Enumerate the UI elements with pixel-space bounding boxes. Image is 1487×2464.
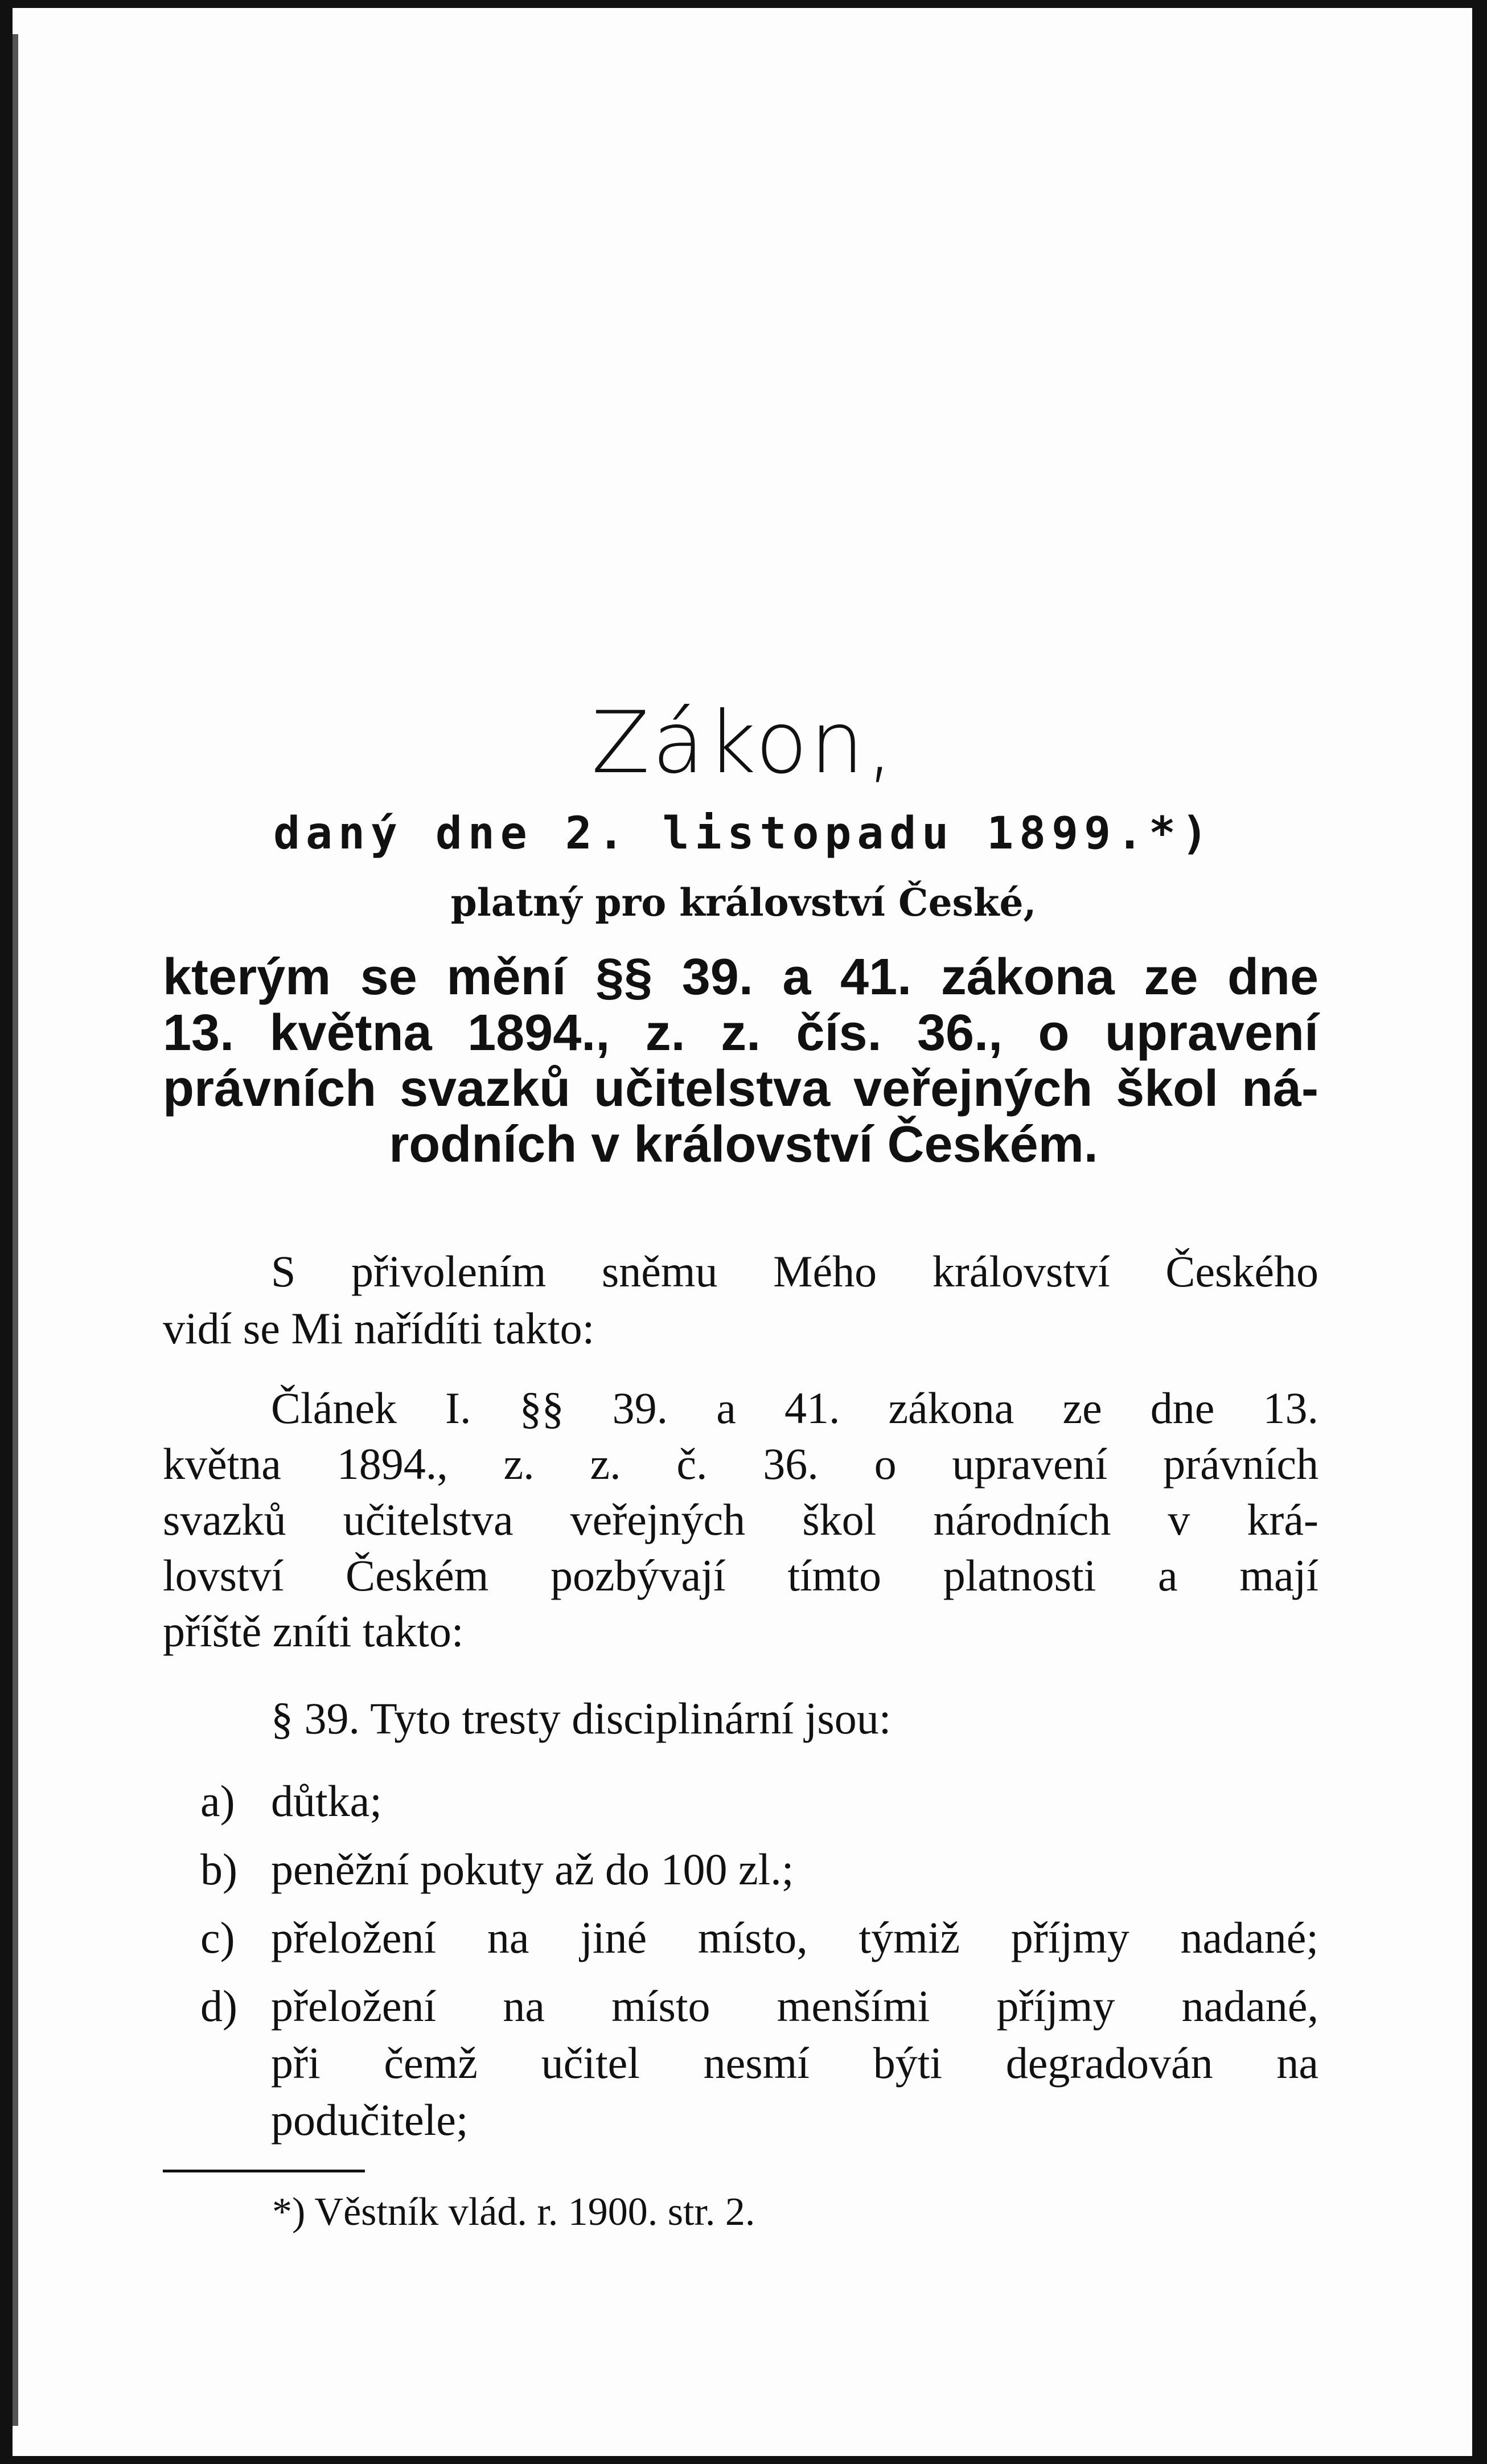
item-d-line-1: přeložení na místo menšími příjmy nadané, (271, 1981, 1318, 2031)
law-scope: platný pro království České, (450, 880, 1037, 925)
law-title: Zákon, (591, 694, 896, 793)
scan-edge-left (0, 0, 13, 2464)
intro-line-1: S přivolením sněmu Mého království Českého (271, 1247, 1318, 1296)
subtitle-line-3: právních svazků učitelstva veřejných škol ná- (163, 1060, 1318, 1117)
intro-line-2: vidí se Mi nařídíti takto: (163, 1303, 595, 1353)
scan-edge-bottom (0, 2456, 1487, 2464)
item-label-b: b) (200, 1844, 237, 1894)
subtitle-line-4: rodních v království Českém. (389, 1116, 1098, 1173)
scan-edge-top (0, 0, 1487, 8)
article-line-2: května 1894., z. z. č. 36. o upravení právních (163, 1439, 1318, 1489)
item-label-d: d) (200, 1981, 237, 2031)
section-39-heading: § 39. Tyto tresty disciplinární jsou: (271, 1694, 892, 1743)
item-label-a: a) (200, 1776, 235, 1826)
article-line-4: lovství Českém pozbývají tímto platnosti a mají (163, 1551, 1318, 1600)
footnote-divider (163, 2170, 365, 2172)
item-label-c: c) (200, 1913, 235, 1962)
subtitle-line-2: 13. května 1894., z. z. čís. 36., o upravení (163, 1005, 1318, 1061)
scan-edge-left-shadow (13, 34, 18, 2426)
subtitle-line-1: kterým se mění §§ 39. a 41. zákona ze dne (163, 949, 1318, 1006)
item-b-text: peněžní pokuty až do 100 zl.; (271, 1844, 794, 1894)
scan-edge-right (1472, 0, 1487, 2464)
item-a-text: důtka; (271, 1776, 382, 1826)
law-date: daný dne 2. listopadu 1899.*) (273, 808, 1214, 859)
article-line-5: příště zníti takto: (163, 1606, 464, 1656)
article-line-1: Článek I. §§ 39. a 41. zákona ze dne 13. (271, 1383, 1318, 1433)
article-line-3: svazků učitelstva veřejných škol národních v krá- (163, 1495, 1318, 1544)
item-c-text: přeložení na jiné místo, týmiž příjmy nadané; (271, 1913, 1318, 1962)
item-d-line-3: podučitele; (271, 2095, 469, 2145)
footnote: *) Věstník vlád. r. 1900. str. 2. (272, 2190, 755, 2234)
item-d-line-2: při čemž učitel nesmí býti degradován na (271, 2038, 1318, 2088)
